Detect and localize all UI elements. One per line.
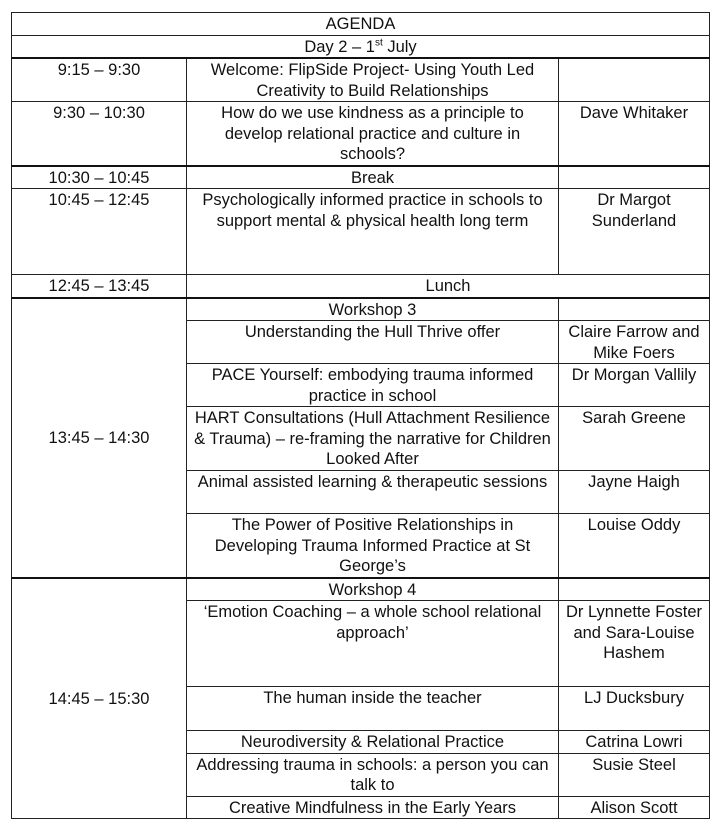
- table-row: [12, 189, 710, 275]
- speaker-cell: Louise Oddy: [559, 514, 710, 578]
- lunch-cell: Lunch: [187, 275, 710, 298]
- session-cell: ‘Emotion Coaching – a whole school relational approach’: [187, 601, 559, 687]
- speaker-cell: [559, 578, 710, 601]
- speaker-cell: Jayne Haigh: [559, 471, 710, 514]
- workshop-4-title: Workshop 4: [187, 578, 559, 601]
- speaker-cell: LJ Ducksbury: [559, 687, 710, 731]
- session-cell: Welcome: FlipSide Project- Using Youth Led Creativity to Build Relationships: [187, 58, 559, 102]
- speaker-cell: Dave Whitaker: [559, 102, 710, 166]
- title-row: [12, 13, 710, 36]
- session-cell: HART Consultations (Hull Attachment Resilience & Trauma) – re-framing the narrative for Children Looked After: [187, 407, 559, 471]
- session-cell: Neurodiversity & Relational Practice: [187, 731, 559, 754]
- day-month: July: [382, 37, 417, 56]
- speaker-cell: Susie Steel: [559, 753, 710, 796]
- speaker-cell: Sarah Greene: [559, 407, 710, 471]
- break-cell: Break: [187, 166, 559, 189]
- speaker-cell: Catrina Lowri: [559, 731, 710, 754]
- workshop-4-header-row: [12, 578, 710, 601]
- workshop-4-time: 14:45 – 15:30: [12, 578, 187, 819]
- time-cell: 9:15 – 9:30: [12, 58, 187, 102]
- speaker-cell: Alison Scott: [559, 796, 710, 819]
- day-prefix: Day 2 – 1: [304, 37, 375, 56]
- time-cell: 10:30 – 10:45: [12, 166, 187, 189]
- speaker-cell: Claire Farrow and Mike Foers: [559, 321, 710, 364]
- speaker-cell: Dr Margot Sunderland: [559, 189, 710, 275]
- agenda-title: AGENDA: [12, 13, 710, 36]
- workshop-3-time: 13:45 – 14:30: [12, 298, 187, 578]
- speaker-cell: [559, 298, 710, 321]
- session-cell: Animal assisted learning & therapeutic sessions: [187, 471, 559, 514]
- session-cell: How do we use kindness as a principle to develop relational practice and culture in schools?: [187, 102, 559, 166]
- workshop-3-title: Workshop 3: [187, 298, 559, 321]
- session-cell: Addressing trauma in schools: a person you can talk to: [187, 753, 559, 796]
- speaker-cell: Dr Lynnette Foster and Sara-Louise Hashem: [559, 601, 710, 687]
- time-cell: 9:30 – 10:30: [12, 102, 187, 166]
- workshop-3-header-row: [12, 298, 710, 321]
- session-cell: Creative Mindfulness in the Early Years: [187, 796, 559, 819]
- time-cell: 10:45 – 12:45: [12, 189, 187, 275]
- speaker-cell: [559, 58, 710, 102]
- session-cell: Understanding the Hull Thrive offer: [187, 321, 559, 364]
- table-row: [12, 166, 710, 189]
- agenda-table: [11, 12, 710, 819]
- day-heading: [12, 35, 710, 58]
- session-cell: The Power of Positive Relationships in Developing Trauma Informed Practice at St George’s: [187, 514, 559, 578]
- speaker-cell: [559, 166, 710, 189]
- table-row: [12, 275, 710, 298]
- time-cell: 12:45 – 13:45: [12, 275, 187, 298]
- speaker-cell: Dr Morgan Vallily: [559, 364, 710, 407]
- session-cell: PACE Yourself: embodying trauma informed practice in school: [187, 364, 559, 407]
- table-row: [12, 58, 710, 102]
- day-suffix: st: [374, 37, 383, 48]
- day-row: [12, 35, 710, 58]
- session-cell: The human inside the teacher: [187, 687, 559, 731]
- session-cell: Psychologically informed practice in schools to support mental & physical health long term: [187, 189, 559, 275]
- table-row: [12, 102, 710, 166]
